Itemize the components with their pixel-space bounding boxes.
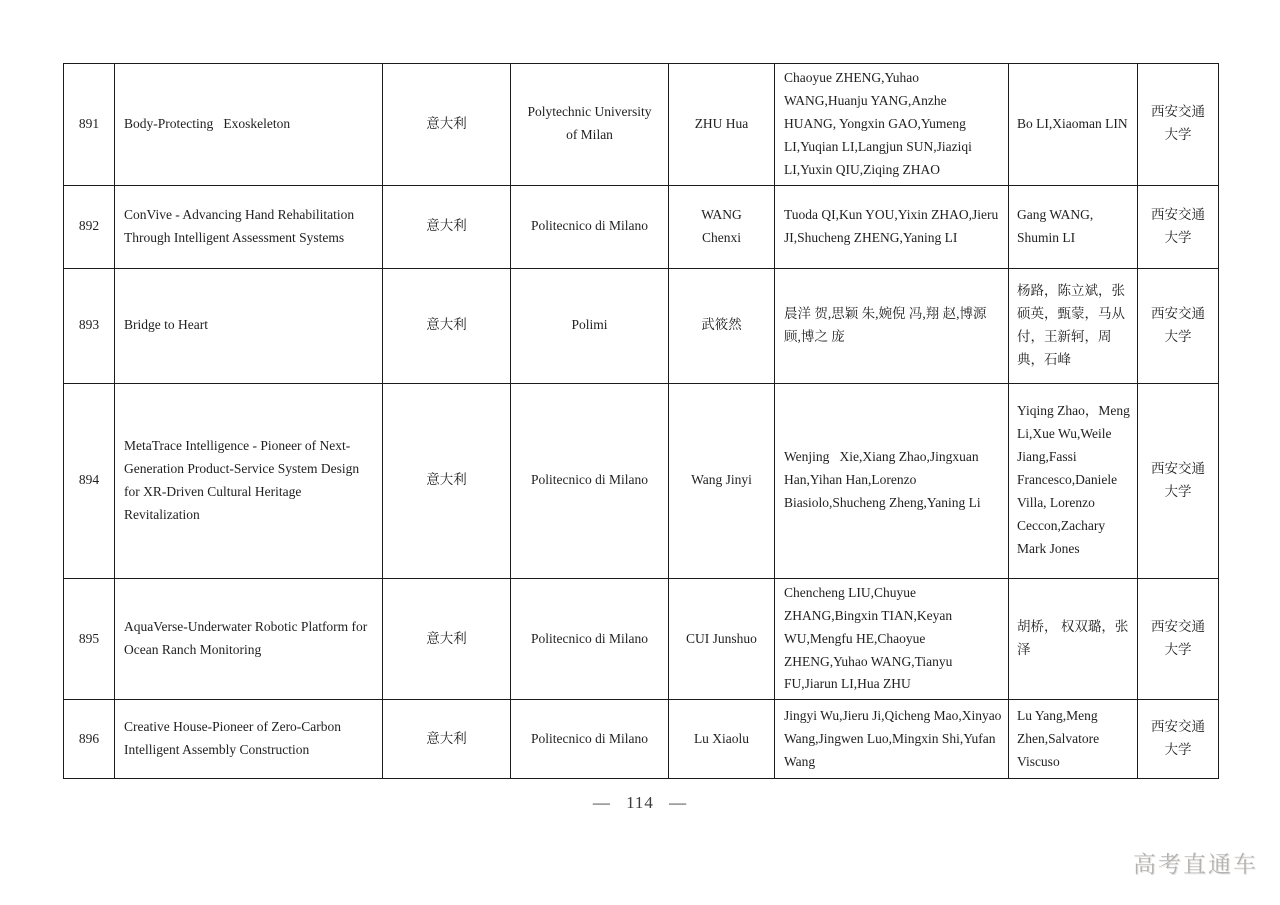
row-number-cell: 894 <box>64 383 115 578</box>
country-cell: 意大利 <box>383 64 511 186</box>
table-row <box>64 268 1219 383</box>
members-cell: Chaoyue ZHENG,Yuhao WANG,Huanju YANG,Anzhe HUANG, Yongxin GAO,Yumeng LI,Yuqian LI,Langjun SUN,Jiaziqi LI,Yuxin QIU,Ziqing ZHAO <box>775 64 1009 186</box>
country-cell: 意大利 <box>383 185 511 268</box>
row-number-cell: 893 <box>64 268 115 383</box>
page-number: — 114 — <box>592 793 688 812</box>
leader-cell: WANG Chenxi <box>669 185 775 268</box>
row-number-cell: 891 <box>64 64 115 186</box>
advisors-cell: Bo LI,Xiaoman LIN <box>1009 64 1138 186</box>
project-title-cell: ConVive - Advancing Hand Rehabilitation Through Intelligent Assessment Systems <box>115 185 383 268</box>
table-row <box>64 700 1219 779</box>
project-title-cell: Body-Protecting Exoskeleton <box>115 64 383 186</box>
members-cell: Tuoda QI,Kun YOU,Yixin ZHAO,Jieru JI,Shucheng ZHENG,Yaning LI <box>775 185 1009 268</box>
university-cell: Politecnico di Milano <box>511 185 669 268</box>
country-cell: 意大利 <box>383 578 511 700</box>
university-cell: Polytechnic University of Milan <box>511 64 669 186</box>
project-title-cell: Creative House-Pioneer of Zero-Carbon Intelligent Assembly Construction <box>115 700 383 779</box>
leader-cell: ZHU Hua <box>669 64 775 186</box>
university-cell: Polimi <box>511 268 669 383</box>
project-title-cell: AquaVerse-Underwater Robotic Platform for Ocean Ranch Monitoring <box>115 578 383 700</box>
advisors-cell: Lu Yang,Meng Zhen,Salvatore Viscuso <box>1009 700 1138 779</box>
leader-cell: 武筱然 <box>669 268 775 383</box>
country-cell: 意大利 <box>383 383 511 578</box>
table-row <box>64 185 1219 268</box>
table-row <box>64 578 1219 700</box>
table-row <box>64 383 1219 578</box>
leader-cell: CUI Junshuo <box>669 578 775 700</box>
members-cell: Jingyi Wu,Jieru Ji,Qicheng Mao,Xinyao Wang,Jingwen Luo,Mingxin Shi,Yufan Wang <box>775 700 1009 779</box>
members-cell: Wenjing Xie,Xiang Zhao,Jingxuan Han,Yihan Han,Lorenzo Biasiolo,Shucheng Zheng,Yaning Li <box>775 383 1009 578</box>
university-cell: Politecnico di Milano <box>511 700 669 779</box>
university-cell: Politecnico di Milano <box>511 383 669 578</box>
cn-university-cell: 西安交通大学 <box>1138 700 1219 779</box>
cn-university-cell: 西安交通大学 <box>1138 64 1219 186</box>
row-number-cell: 895 <box>64 578 115 700</box>
leader-cell: Lu Xiaolu <box>669 700 775 779</box>
leader-cell: Wang Jinyi <box>669 383 775 578</box>
cn-university-cell: 西安交通大学 <box>1138 185 1219 268</box>
row-number-cell: 896 <box>64 700 115 779</box>
members-cell: Chencheng LIU,Chuyue ZHANG,Bingxin TIAN,Keyan WU,Mengfu HE,Chaoyue ZHENG,Yuhao WANG,Tianyu FU,Jiarun LI,Hua ZHU <box>775 578 1009 700</box>
cn-university-cell: 西安交通大学 <box>1138 383 1219 578</box>
table-row <box>64 64 1219 186</box>
award-list-table <box>63 63 1219 779</box>
country-cell: 意大利 <box>383 268 511 383</box>
advisors-cell: Yiqing Zhao，Meng Li,Xue Wu,Weile Jiang,Fassi Francesco,Daniele Villa, Lorenzo Ceccon,Zachary Mark Jones <box>1009 383 1138 578</box>
country-cell: 意大利 <box>383 700 511 779</box>
project-title-cell: MetaTrace Intelligence - Pioneer of Next-Generation Product-Service System Design for XR-Driven Cultural Heritage Revitalization <box>115 383 383 578</box>
cn-university-cell: 西安交通大学 <box>1138 578 1219 700</box>
advisors-cell: 杨路，陈立斌，张硕英，甄蒙，马从付，王新轲，周典，石峰 <box>1009 268 1138 383</box>
watermark-text: 高考直通车 <box>1133 851 1258 877</box>
project-title-cell: Bridge to Heart <box>115 268 383 383</box>
members-cell: 晨洋 贺,思颖 朱,婉倪 冯,翔 赵,博源 顾,博之 庞 <box>775 268 1009 383</box>
advisors-cell: Gang WANG, Shumin LI <box>1009 185 1138 268</box>
university-cell: Politecnico di Milano <box>511 578 669 700</box>
advisors-cell: 胡桥， 权双璐，张泽 <box>1009 578 1138 700</box>
row-number-cell: 892 <box>64 185 115 268</box>
cn-university-cell: 西安交通大学 <box>1138 268 1219 383</box>
